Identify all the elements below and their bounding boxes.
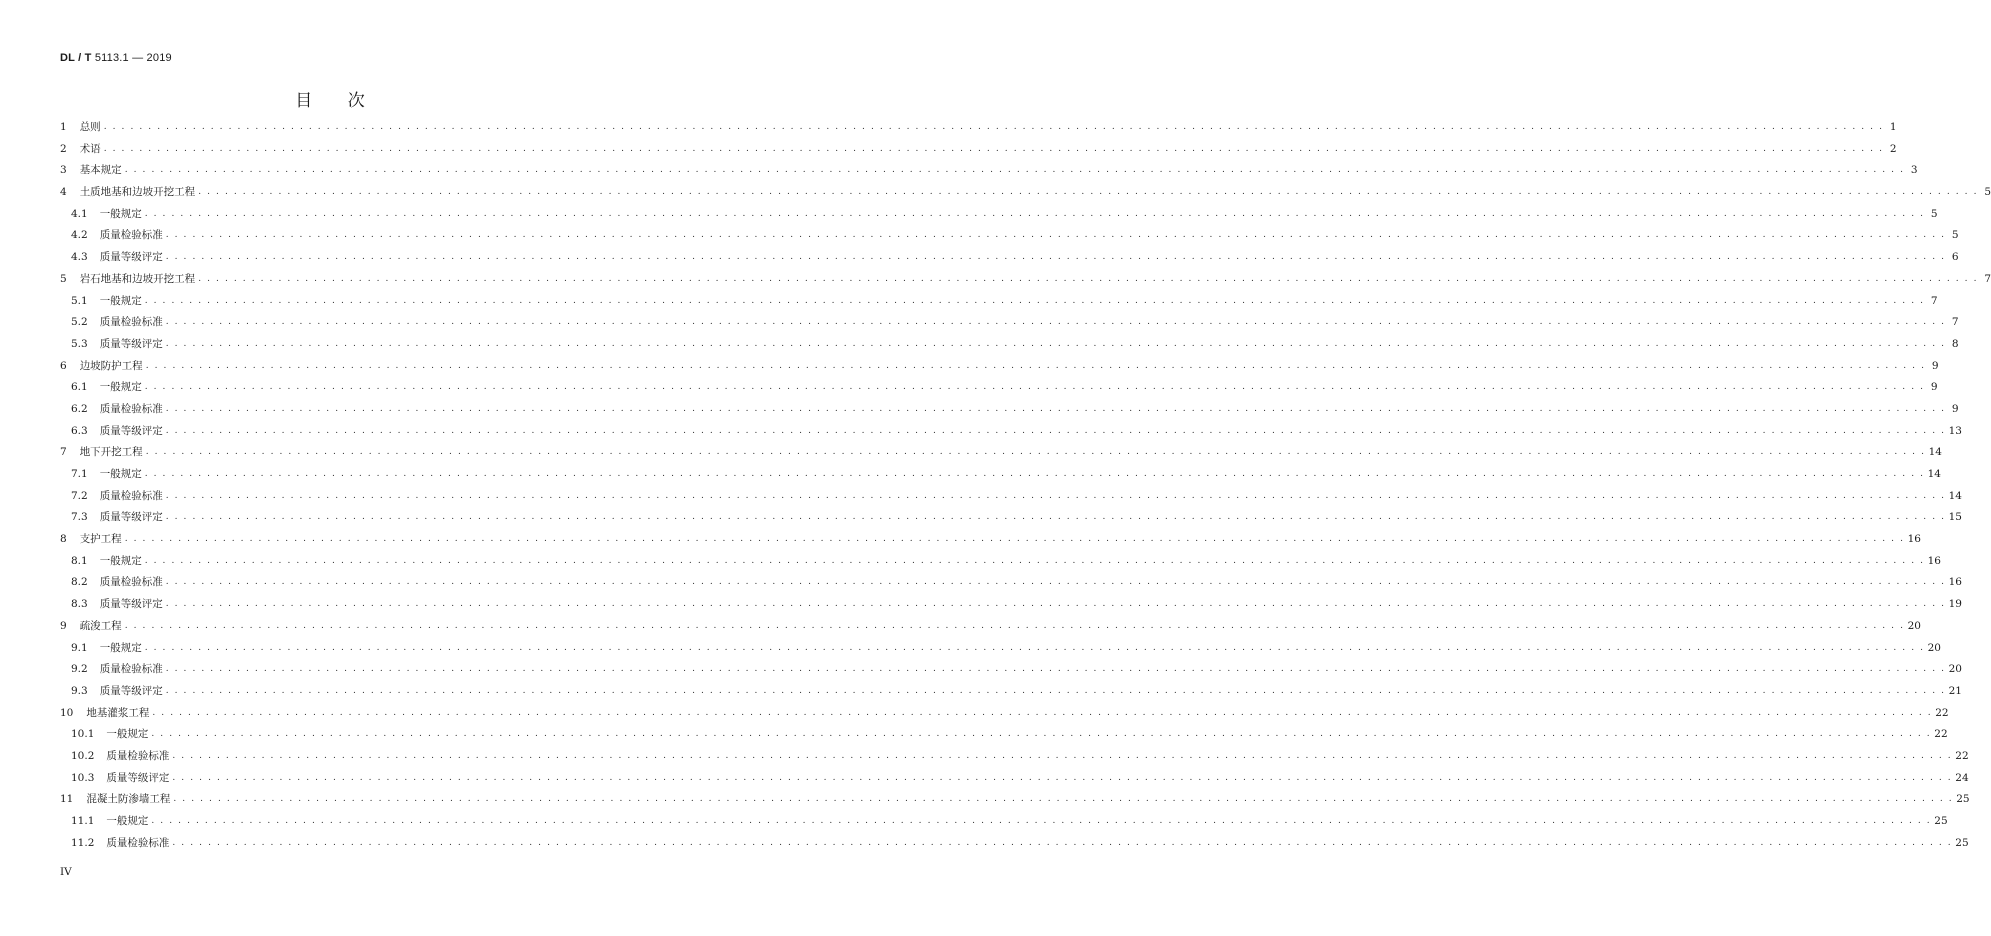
toc-entry-number: 11.1 [71, 815, 95, 827]
toc-entry-page: 9 [1930, 381, 1938, 394]
toc-entry-title: 一般规定 [106, 815, 149, 827]
document-code-number: 5113.1 — 2019 [91, 52, 172, 64]
toc-entry[interactable] [60, 811, 1948, 833]
toc-entry-page: 9 [1931, 359, 1939, 372]
toc-entry-title: 一般规定 [99, 554, 142, 567]
toc-entry-page: 20 [1927, 641, 1941, 654]
toc-leader-dots: . . . . . . . . . . . . . . . . . . . . . . . . . . . . . . . . . . . . . . . . . . . . . . . . . . . . . . . . . . . . . . . . . . . . . . . . . . . . . . . . . . . . . . . . . . . . . . . . . . . . . . . . . . . . . . . . . . . . . . . . . . . . . . . . . . . . . . . . . . . . . . . . . . . . . . . . . . . . . . . . . . . . . . . . . . . . . . . . . . . . . . . . . . . . . . . . . . . . . . . . [165, 317, 1946, 328]
toc-entry-label [71, 811, 148, 833]
toc-entry-page: 25 [1956, 793, 1970, 806]
toc-entry-number: 4 [60, 186, 67, 199]
toc-entry-title: 支护工程 [79, 533, 122, 546]
toc-entry-label [71, 681, 163, 703]
toc-entry-label [71, 746, 169, 768]
toc-entry-number: 6.3 [71, 424, 88, 437]
toc-entry[interactable] [60, 659, 1962, 681]
toc-entry[interactable] [60, 356, 1939, 378]
toc-leader-dots: . . . . . . . . . . . . . . . . . . . . . . . . . . . . . . . . . . . . . . . . . . . . . . . . . . . . . . . . . . . . . . . . . . . . . . . . . . . . . . . . . . . . . . . . . . . . . . . . . . . . . . . . . . . . . . . . . . . . . . . . . . . . . . . . . . . . . . . . . . . . . . . . . . . . . . . . . . . . . . . . . . . . . . . . . . . . . . . . . . . . . . . . . . . . . . . . . . . . . . . . [144, 642, 1925, 653]
toc-entry-title: 质量检验标准 [99, 663, 163, 676]
toc-entry[interactable] [60, 269, 1991, 291]
toc-entry-page: 5 [1951, 229, 1959, 242]
toc-entry[interactable] [60, 486, 1962, 508]
toc-entry-title: 基本规定 [79, 164, 122, 177]
toc-entry-page: 1 [1889, 121, 1897, 133]
toc-entry-title: 质量等级评定 [99, 424, 163, 437]
toc-entry-label [71, 486, 163, 508]
toc-leader-dots: . . . . . . . . . . . . . . . . . . . . . . . . . . . . . . . . . . . . . . . . . . . . . . . . . . . . . . . . . . . . . . . . . . . . . . . . . . . . . . . . . . . . . . . . . . . . . . . . . . . . . . . . . . . . . . . . . . . . . . . . . . . . . . . . . . . . . . . . . . . . . . . . . . . . . . . . . . . . . . . . . . . . . . . . . . . . . . . . . . . . . . . . . . . . . . . . . . . . . . . . [145, 360, 1926, 371]
toc-entry-label [60, 442, 143, 464]
toc-entry-number: 4.2 [71, 229, 88, 242]
toc-entry-page: 20 [1907, 619, 1921, 632]
toc-entry-page: 15 [1948, 511, 1962, 524]
toc-entry-page: 25 [1955, 836, 1969, 849]
toc-entry-page: 25 [1934, 815, 1948, 827]
toc-entry-title: 术语 [79, 142, 101, 155]
toc-entry-label [60, 789, 170, 811]
toc-leader-dots: . . . . . . . . . . . . . . . . . . . . . . . . . . . . . . . . . . . . . . . . . . . . . . . . . . . . . . . . . . . . . . . . . . . . . . . . . . . . . . . . . . . . . . . . . . . . . . . . . . . . . . . . . . . . . . . . . . . . . . . . . . . . . . . . . . . . . . . . . . . . . . . . . . . . . . . . . . . . . . . . . . . . . . . . . . . . . . . . . . . . . . . . . . . . . . . . . . . . . . . . [144, 555, 1925, 566]
toc-entry[interactable] [60, 529, 1921, 551]
toc-entry-number: 8.2 [71, 576, 88, 589]
toc-leader-dots: . . . . . . . . . . . . . . . . . . . . . . . . . . . . . . . . . . . . . . . . . . . . . . . . . . . . . . . . . . . . . . . . . . . . . . . . . . . . . . . . . . . . . . . . . . . . . . . . . . . . . . . . . . . . . . . . . . . . . . . . . . . . . . . . . . . . . . . . . . . . . . . . . . . . . . . . . . . . . . . . . . . . . . . . . . . . . . . . . . . . . . . . . . . . . . . . . . . . . . . . [165, 425, 1946, 436]
toc-entry-page: 22 [1935, 706, 1949, 719]
toc-entry-page: 16 [1927, 554, 1941, 567]
toc-entry-label [71, 204, 142, 226]
toc-entry-number: 4.1 [71, 207, 88, 220]
toc-entry-title: 质量检验标准 [99, 402, 163, 415]
toc-leader-dots: . . . . . . . . . . . . . . . . . . . . . . . . . . . . . . . . . . . . . . . . . . . . . . . . . . . . . . . . . . . . . . . . . . . . . . . . . . . . . . . . . . . . . . . . . . . . . . . . . . . . . . . . . . . . . . . . . . . . . . . . . . . . . . . . . . . . . . . . . . . . . . . . . . . . . . . . . . . . . . . . . . . . . . . . . . . . . . . . . . . . . . . . . . . . . . . . . . . . . . . . [151, 816, 1932, 826]
toc-entry-page: 3 [1910, 164, 1918, 177]
toc-entry[interactable] [60, 160, 1918, 182]
toc-leader-dots: . . . . . . . . . . . . . . . . . . . . . . . . . . . . . . . . . . . . . . . . . . . . . . . . . . . . . . . . . . . . . . . . . . . . . . . . . . . . . . . . . . . . . . . . . . . . . . . . . . . . . . . . . . . . . . . . . . . . . . . . . . . . . . . . . . . . . . . . . . . . . . . . . . . . . . . . . . . . . . . . . . . . . . . . . . . . . . . . . . . . . . . . . . . . . . . . . . . . . . . . [198, 187, 1979, 198]
toc-entry[interactable] [60, 507, 1962, 529]
toc-leader-dots: . . . . . . . . . . . . . . . . . . . . . . . . . . . . . . . . . . . . . . . . . . . . . . . . . . . . . . . . . . . . . . . . . . . . . . . . . . . . . . . . . . . . . . . . . . . . . . . . . . . . . . . . . . . . . . . . . . . . . . . . . . . . . . . . . . . . . . . . . . . . . . . . . . . . . . . . . . . . . . . . . . . . . . . . . . . . . . . . . . . . . . . . . . . . . . . . . . . . . . . . [144, 295, 1925, 306]
toc-entry-number: 3 [60, 164, 67, 177]
toc-leader-dots: . . . . . . . . . . . . . . . . . . . . . . . . . . . . . . . . . . . . . . . . . . . . . . . . . . . . . . . . . . . . . . . . . . . . . . . . . . . . . . . . . . . . . . . . . . . . . . . . . . . . . . . . . . . . . . . . . . . . . . . . . . . . . . . . . . . . . . . . . . . . . . . . . . . . . . . . . . . . . . . . . . . . . . . . . . . . . . . . . . . . . . . . . . . . . . . . . . . . . . . . [172, 837, 1953, 848]
toc-entry-page: 16 [1907, 533, 1921, 546]
toc-entry-number: 4.3 [71, 251, 88, 264]
toc-entry[interactable] [60, 377, 1938, 399]
toc-leader-dots: . . . . . . . . . . . . . . . . . . . . . . . . . . . . . . . . . . . . . . . . . . . . . . . . . . . . . . . . . . . . . . . . . . . . . . . . . . . . . . . . . . . . . . . . . . . . . . . . . . . . . . . . . . . . . . . . . . . . . . . . . . . . . . . . . . . . . . . . . . . . . . . . . . . . . . . . . . . . . . . . . . . . . . . . . . . . . . . . . . . . . . . . . . . . . . . . . . . . . . . . [165, 685, 1946, 696]
toc-entry[interactable] [60, 768, 1969, 790]
toc-entry-page: 20 [1948, 663, 1962, 676]
toc-entry-title: 一般规定 [99, 468, 142, 480]
toc-leader-dots: . . . . . . . . . . . . . . . . . . . . . . . . . . . . . . . . . . . . . . . . . . . . . . . . . . . . . . . . . . . . . . . . . . . . . . . . . . . . . . . . . . . . . . . . . . . . . . . . . . . . . . . . . . . . . . . . . . . . . . . . . . . . . . . . . . . . . . . . . . . . . . . . . . . . . . . . . . . . . . . . . . . . . . . . . . . . . . . . . . . . . . . . . . . . . . . . . . . . . . . . [124, 165, 1905, 176]
toc-entry-title: 一般规定 [106, 728, 149, 741]
toc-leader-dots: . . . . . . . . . . . . . . . . . . . . . . . . . . . . . . . . . . . . . . . . . . . . . . . . . . . . . . . . . . . . . . . . . . . . . . . . . . . . . . . . . . . . . . . . . . . . . . . . . . . . . . . . . . . . . . . . . . . . . . . . . . . . . . . . . . . . . . . . . . . . . . . . . . . . . . . . . . . . . . . . . . . . . . . . . . . . . . . . . . . . . . . . . . . . . . . . . . . . . . . . [144, 208, 1925, 219]
toc-entry-label [60, 703, 149, 725]
toc-leader-dots: . . . . . . . . . . . . . . . . . . . . . . . . . . . . . . . . . . . . . . . . . . . . . . . . . . . . . . . . . . . . . . . . . . . . . . . . . . . . . . . . . . . . . . . . . . . . . . . . . . . . . . . . . . . . . . . . . . . . . . . . . . . . . . . . . . . . . . . . . . . . . . . . . . . . . . . . . . . . . . . . . . . . . . . . . . . . . . . . . . . . . . . . . . . . . . . . . . . . . . . . [172, 750, 1953, 761]
toc-entry-page: 21 [1948, 684, 1962, 697]
toc-entry[interactable] [60, 182, 1991, 204]
toc-entry[interactable] [60, 442, 1942, 464]
toc-entry-label [60, 117, 101, 139]
toc-entry-label [71, 638, 142, 660]
toc-entry-title: 一般规定 [99, 381, 142, 394]
toc-entry-title: 总则 [79, 121, 101, 133]
toc-entry-title: 质量检验标准 [99, 316, 163, 329]
toc-entry-number: 7.1 [71, 468, 88, 480]
toc-entry[interactable] [60, 225, 1959, 247]
toc-entry-title: 质量等级评定 [99, 598, 163, 611]
page-number: IV [60, 866, 72, 878]
toc-entry-title: 质量检验标准 [99, 229, 163, 242]
toc-entry-number: 6 [60, 359, 67, 372]
toc-leader-dots: . . . . . . . . . . . . . . . . . . . . . . . . . . . . . . . . . . . . . . . . . . . . . . . . . . . . . . . . . . . . . . . . . . . . . . . . . . . . . . . . . . . . . . . . . . . . . . . . . . . . . . . . . . . . . . . . . . . . . . . . . . . . . . . . . . . . . . . . . . . . . . . . . . . . . . . . . . . . . . . . . . . . . . . . . . . . . . . . . . . . . . . . . . . . . . . . . . . . . . . . [145, 447, 1926, 458]
toc-entry-number: 6.1 [71, 381, 88, 394]
toc-entry-number: 1 [60, 121, 67, 133]
toc-entry-number: 10.3 [71, 771, 95, 784]
toc-leader-dots: . . . . . . . . . . . . . . . . . . . . . . . . . . . . . . . . . . . . . . . . . . . . . . . . . . . . . . . . . . . . . . . . . . . . . . . . . . . . . . . . . . . . . . . . . . . . . . . . . . . . . . . . . . . . . . . . . . . . . . . . . . . . . . . . . . . . . . . . . . . . . . . . . . . . . . . . . . . . . . . . . . . . . . . . . . . . . . . . . . . . . . . . . . . . . . . . . . . . . . . . [152, 707, 1933, 718]
toc-entry-title: 土质地基和边坡开挖工程 [79, 186, 196, 199]
toc-entry-page: 13 [1948, 424, 1962, 437]
toc-entry[interactable] [60, 139, 1897, 161]
toc-entry-title: 疏浚工程 [79, 619, 122, 632]
toc-entry-page: 6 [1951, 251, 1959, 264]
toc-entry-page: 5 [1930, 207, 1938, 220]
toc-entry[interactable] [60, 703, 1949, 725]
toc-entry-number: 10 [60, 706, 74, 719]
toc-entry-number: 11.2 [71, 836, 95, 849]
toc-entry[interactable] [60, 247, 1959, 269]
toc-entry-number: 9.2 [71, 663, 88, 676]
toc-entry-label [71, 247, 163, 269]
toc-entry-label [71, 659, 163, 681]
toc-entry-page: 7 [1930, 294, 1938, 307]
toc-entry-title: 质量检验标准 [99, 576, 163, 589]
toc-entry-label [71, 312, 163, 334]
toc-entry-title: 一般规定 [99, 641, 142, 654]
toc-entry-label [71, 768, 169, 790]
toc-leader-dots: . . . . . . . . . . . . . . . . . . . . . . . . . . . . . . . . . . . . . . . . . . . . . . . . . . . . . . . . . . . . . . . . . . . . . . . . . . . . . . . . . . . . . . . . . . . . . . . . . . . . . . . . . . . . . . . . . . . . . . . . . . . . . . . . . . . . . . . . . . . . . . . . . . . . . . . . . . . . . . . . . . . . . . . . . . . . . . . . . . . . . . . . . . . . . . . . . . . . . . . . [165, 490, 1946, 501]
toc-leader-dots: . . . . . . . . . . . . . . . . . . . . . . . . . . . . . . . . . . . . . . . . . . . . . . . . . . . . . . . . . . . . . . . . . . . . . . . . . . . . . . . . . . . . . . . . . . . . . . . . . . . . . . . . . . . . . . . . . . . . . . . . . . . . . . . . . . . . . . . . . . . . . . . . . . . . . . . . . . . . . . . . . . . . . . . . . . . . . . . . . . . . . . . . . . . . . . . . . . . . . . . . [165, 252, 1946, 263]
toc-leader-dots: . . . . . . . . . . . . . . . . . . . . . . . . . . . . . . . . . . . . . . . . . . . . . . . . . . . . . . . . . . . . . . . . . . . . . . . . . . . . . . . . . . . . . . . . . . . . . . . . . . . . . . . . . . . . . . . . . . . . . . . . . . . . . . . . . . . . . . . . . . . . . . . . . . . . . . . . . . . . . . . . . . . . . . . . . . . . . . . . . . . . . . . . . . . . . . . . . . . . . . . . [165, 230, 1946, 241]
toc-entry-number: 11 [60, 793, 74, 806]
toc-entry-page: 22 [1934, 728, 1948, 741]
toc-leader-dots: . . . . . . . . . . . . . . . . . . . . . . . . . . . . . . . . . . . . . . . . . . . . . . . . . . . . . . . . . . . . . . . . . . . . . . . . . . . . . . . . . . . . . . . . . . . . . . . . . . . . . . . . . . . . . . . . . . . . . . . . . . . . . . . . . . . . . . . . . . . . . . . . . . . . . . . . . . . . . . . . . . . . . . . . . . . . . . . . . . . . . . . . . . . . . . . . . . . . . . . . [124, 534, 1905, 545]
toc-entry-title: 质量等级评定 [99, 251, 163, 264]
toc-leader-dots: . . . . . . . . . . . . . . . . . . . . . . . . . . . . . . . . . . . . . . . . . . . . . . . . . . . . . . . . . . . . . . . . . . . . . . . . . . . . . . . . . . . . . . . . . . . . . . . . . . . . . . . . . . . . . . . . . . . . . . . . . . . . . . . . . . . . . . . . . . . . . . . . . . . . . . . . . . . . . . . . . . . . . . . . . . . . . . . . . . . . . . . . . . . . . . . . . . . . . . . . [165, 664, 1946, 675]
toc-leader-dots: . . . . . . . . . . . . . . . . . . . . . . . . . . . . . . . . . . . . . . . . . . . . . . . . . . . . . . . . . . . . . . . . . . . . . . . . . . . . . . . . . . . . . . . . . . . . . . . . . . . . . . . . . . . . . . . . . . . . . . . . . . . . . . . . . . . . . . . . . . . . . . . . . . . . . . . . . . . . . . . . . . . . . . . . . . . . . . . . . . . . . . . . . . . . . . . . . . . . . . . . [165, 512, 1946, 523]
toc-entry-number: 8.1 [71, 554, 88, 567]
toc-entry-label [71, 551, 142, 573]
toc-entry-label [60, 160, 122, 182]
toc-entry[interactable] [60, 594, 1962, 616]
toc-entry-title: 一般规定 [99, 294, 142, 307]
toc-entry[interactable] [60, 833, 1969, 855]
toc-entry-label [60, 139, 101, 161]
toc-leader-dots: . . . . . . . . . . . . . . . . . . . . . . . . . . . . . . . . . . . . . . . . . . . . . . . . . . . . . . . . . . . . . . . . . . . . . . . . . . . . . . . . . . . . . . . . . . . . . . . . . . . . . . . . . . . . . . . . . . . . . . . . . . . . . . . . . . . . . . . . . . . . . . . . . . . . . . . . . . . . . . . . . . . . . . . . . . . . . . . . . . . . . . . . . . . . . . . . . . . . . . . . [173, 794, 1954, 805]
toc-entry-number: 9.3 [71, 684, 88, 697]
toc-entry-label [71, 594, 163, 616]
toc-leader-dots: . . . . . . . . . . . . . . . . . . . . . . . . . . . . . . . . . . . . . . . . . . . . . . . . . . . . . . . . . . . . . . . . . . . . . . . . . . . . . . . . . . . . . . . . . . . . . . . . . . . . . . . . . . . . . . . . . . . . . . . . . . . . . . . . . . . . . . . . . . . . . . . . . . . . . . . . . . . . . . . . . . . . . . . . . . . . . . . . . . . . . . . . . . . . . . . . . . . . . . . . [165, 403, 1946, 414]
toc-entry-label [71, 421, 163, 443]
toc-entry-title: 质量等级评定 [99, 337, 163, 350]
toc-entry[interactable] [60, 117, 1897, 139]
toc-entry-number: 7.2 [71, 489, 88, 502]
toc-entry-label [71, 399, 163, 421]
toc-entry-number: 2 [60, 142, 67, 155]
toc-leader-dots: . . . . . . . . . . . . . . . . . . . . . . . . . . . . . . . . . . . . . . . . . . . . . . . . . . . . . . . . . . . . . . . . . . . . . . . . . . . . . . . . . . . . . . . . . . . . . . . . . . . . . . . . . . . . . . . . . . . . . . . . . . . . . . . . . . . . . . . . . . . . . . . . . . . . . . . . . . . . . . . . . . . . . . . . . . . . . . . . . . . . . . . . . . . . . . . . . . . . . . . . [144, 382, 1925, 393]
toc-leader-dots: . . . . . . . . . . . . . . . . . . . . . . . . . . . . . . . . . . . . . . . . . . . . . . . . . . . . . . . . . . . . . . . . . . . . . . . . . . . . . . . . . . . . . . . . . . . . . . . . . . . . . . . . . . . . . . . . . . . . . . . . . . . . . . . . . . . . . . . . . . . . . . . . . . . . . . . . . . . . . . . . . . . . . . . . . . . . . . . . . . . . . . . . . . . . . . . . . . . . . . . . [151, 729, 1932, 740]
toc-entry[interactable] [60, 746, 1969, 768]
toc-entry-page: 2 [1889, 142, 1897, 155]
toc-leader-dots: . . . . . . . . . . . . . . . . . . . . . . . . . . . . . . . . . . . . . . . . . . . . . . . . . . . . . . . . . . . . . . . . . . . . . . . . . . . . . . . . . . . . . . . . . . . . . . . . . . . . . . . . . . . . . . . . . . . . . . . . . . . . . . . . . . . . . . . . . . . . . . . . . . . . . . . . . . . . . . . . . . . . . . . . . . . . . . . . . . . . . . . . . . . . . . . . . . . . . . . . [172, 772, 1953, 783]
toc-entry-title: 岩石地基和边坡开挖工程 [79, 272, 196, 285]
toc-entry-title: 质量检验标准 [106, 836, 170, 849]
toc-leader-dots: . . . . . . . . . . . . . . . . . . . . . . . . . . . . . . . . . . . . . . . . . . . . . . . . . . . . . . . . . . . . . . . . . . . . . . . . . . . . . . . . . . . . . . . . . . . . . . . . . . . . . . . . . . . . . . . . . . . . . . . . . . . . . . . . . . . . . . . . . . . . . . . . . . . . . . . . . . . . . . . . . . . . . . . . . . . . . . . . . . . . . . . . . . . . . . . . . . . . . . . . [124, 620, 1905, 631]
toc-entry-number: 7 [60, 446, 67, 459]
toc-entry[interactable] [60, 789, 1970, 811]
toc-entry-number: 7.3 [71, 511, 88, 524]
toc-entry-number: 8 [60, 533, 67, 546]
toc-entry-label [71, 291, 142, 313]
toc-entry[interactable] [60, 312, 1959, 334]
toc-leader-dots: . . . . . . . . . . . . . . . . . . . . . . . . . . . . . . . . . . . . . . . . . . . . . . . . . . . . . . . . . . . . . . . . . . . . . . . . . . . . . . . . . . . . . . . . . . . . . . . . . . . . . . . . . . . . . . . . . . . . . . . . . . . . . . . . . . . . . . . . . . . . . . . . . . . . . . . . . . . . . . . . . . . . . . . . . . . . . . . . . . . . . . . . . . . . . . . . . . . . . . . . [165, 338, 1946, 349]
toc-entry[interactable] [60, 204, 1938, 226]
document-code [60, 52, 172, 64]
toc-entry-number: 10.2 [71, 749, 95, 762]
toc-entry-page: 16 [1948, 576, 1962, 589]
toc-entry-number: 5.2 [71, 316, 88, 329]
toc-entry[interactable] [60, 616, 1921, 638]
toc-entry-page: 7 [1984, 272, 1991, 285]
toc-entry[interactable] [60, 291, 1938, 313]
toc-entry-label [71, 334, 163, 356]
toc-entry[interactable] [60, 724, 1948, 746]
toc-entry-page: 9 [1951, 402, 1959, 415]
toc-entry-title: 地下开挖工程 [79, 446, 143, 459]
toc-entry-title: 质量等级评定 [106, 771, 170, 784]
toc-entry-label [60, 356, 143, 378]
toc-entry-number: 5 [60, 272, 67, 285]
toc-entry-title: 地基灌浆工程 [86, 706, 150, 719]
toc-entry[interactable] [60, 334, 1959, 356]
toc-entry-label [71, 464, 142, 486]
toc-entry-page: 5 [1984, 186, 1991, 199]
toc-entry[interactable] [60, 421, 1962, 443]
toc-entry-label [60, 616, 122, 638]
toc-entry[interactable] [60, 638, 1941, 660]
toc-entry-title: 边坡防护工程 [79, 359, 143, 372]
toc-entry-page: 14 [1928, 446, 1942, 459]
toc-entry-page: 22 [1955, 749, 1969, 762]
toc-entry-page: 14 [1948, 489, 1962, 502]
toc-entry-label [60, 182, 195, 204]
toc-leader-dots: . . . . . . . . . . . . . . . . . . . . . . . . . . . . . . . . . . . . . . . . . . . . . . . . . . . . . . . . . . . . . . . . . . . . . . . . . . . . . . . . . . . . . . . . . . . . . . . . . . . . . . . . . . . . . . . . . . . . . . . . . . . . . . . . . . . . . . . . . . . . . . . . . . . . . . . . . . . . . . . . . . . . . . . . . . . . . . . . . . . . . . . . . . . . . . . . . . . . . . . . [198, 273, 1979, 284]
toc-entry-number: 10.1 [71, 728, 95, 741]
toc-entry[interactable] [60, 551, 1941, 573]
toc-entry-label [71, 377, 142, 399]
document-code-prefix: DL / T [60, 52, 92, 64]
toc-entry[interactable] [60, 681, 1962, 703]
toc-entry-title: 质量检验标准 [99, 489, 163, 502]
toc-entry-number: 8.3 [71, 598, 88, 611]
toc-leader-dots: . . . . . . . . . . . . . . . . . . . . . . . . . . . . . . . . . . . . . . . . . . . . . . . . . . . . . . . . . . . . . . . . . . . . . . . . . . . . . . . . . . . . . . . . . . . . . . . . . . . . . . . . . . . . . . . . . . . . . . . . . . . . . . . . . . . . . . . . . . . . . . . . . . . . . . . . . . . . . . . . . . . . . . . . . . . . . . . . . . . . . . . . . . . . . . . . . . . . . . . . [103, 143, 1884, 154]
toc-entry-title: 一般规定 [99, 207, 142, 220]
toc-entry-page: 24 [1955, 771, 1969, 784]
toc-entry[interactable] [60, 572, 1962, 594]
toc-entry-label [71, 225, 163, 247]
toc-entry-title: 质量检验标准 [106, 749, 170, 762]
toc-entry-number: 5.1 [71, 294, 88, 307]
toc-entry-page: 8 [1951, 337, 1959, 350]
toc-entry-label [60, 269, 195, 291]
toc-entry-label [60, 529, 122, 551]
toc-leader-dots: . . . . . . . . . . . . . . . . . . . . . . . . . . . . . . . . . . . . . . . . . . . . . . . . . . . . . . . . . . . . . . . . . . . . . . . . . . . . . . . . . . . . . . . . . . . . . . . . . . . . . . . . . . . . . . . . . . . . . . . . . . . . . . . . . . . . . . . . . . . . . . . . . . . . . . . . . . . . . . . . . . . . . . . . . . . . . . . . . . . . . . . . . . . . . . . . . . . . . . . . [103, 122, 1884, 132]
toc-entry-page: 19 [1948, 598, 1962, 611]
toc-entry-title: 混凝土防渗墙工程 [86, 793, 171, 806]
toc-leader-dots: . . . . . . . . . . . . . . . . . . . . . . . . . . . . . . . . . . . . . . . . . . . . . . . . . . . . . . . . . . . . . . . . . . . . . . . . . . . . . . . . . . . . . . . . . . . . . . . . . . . . . . . . . . . . . . . . . . . . . . . . . . . . . . . . . . . . . . . . . . . . . . . . . . . . . . . . . . . . . . . . . . . . . . . . . . . . . . . . . . . . . . . . . . . . . . . . . . . . . . . . [165, 599, 1946, 610]
toc-entry-number: 9 [60, 619, 67, 632]
toc-entry-page: 7 [1951, 316, 1959, 329]
toc-entry-page: 14 [1927, 468, 1941, 480]
toc-entry[interactable] [60, 399, 1959, 421]
page-title: 目 次 [295, 91, 367, 111]
toc-leader-dots: . . . . . . . . . . . . . . . . . . . . . . . . . . . . . . . . . . . . . . . . . . . . . . . . . . . . . . . . . . . . . . . . . . . . . . . . . . . . . . . . . . . . . . . . . . . . . . . . . . . . . . . . . . . . . . . . . . . . . . . . . . . . . . . . . . . . . . . . . . . . . . . . . . . . . . . . . . . . . . . . . . . . . . . . . . . . . . . . . . . . . . . . . . . . . . . . . . . . . . . . [165, 577, 1946, 588]
toc-entry-label [71, 833, 169, 855]
table-of-contents [60, 117, 1991, 854]
toc-entry-number: 5.3 [71, 337, 88, 350]
toc-entry-label [71, 507, 163, 529]
toc-entry-title: 质量等级评定 [99, 684, 163, 697]
toc-entry-number: 9.1 [71, 641, 88, 654]
toc-entry-label [71, 572, 163, 594]
toc-entry-title: 质量等级评定 [99, 511, 163, 524]
toc-leader-dots: . . . . . . . . . . . . . . . . . . . . . . . . . . . . . . . . . . . . . . . . . . . . . . . . . . . . . . . . . . . . . . . . . . . . . . . . . . . . . . . . . . . . . . . . . . . . . . . . . . . . . . . . . . . . . . . . . . . . . . . . . . . . . . . . . . . . . . . . . . . . . . . . . . . . . . . . . . . . . . . . . . . . . . . . . . . . . . . . . . . . . . . . . . . . . . . . . . . . . . . . [144, 469, 1925, 479]
toc-entry-number: 6.2 [71, 402, 88, 415]
toc-entry[interactable] [60, 464, 1941, 486]
toc-entry-label [71, 724, 148, 746]
